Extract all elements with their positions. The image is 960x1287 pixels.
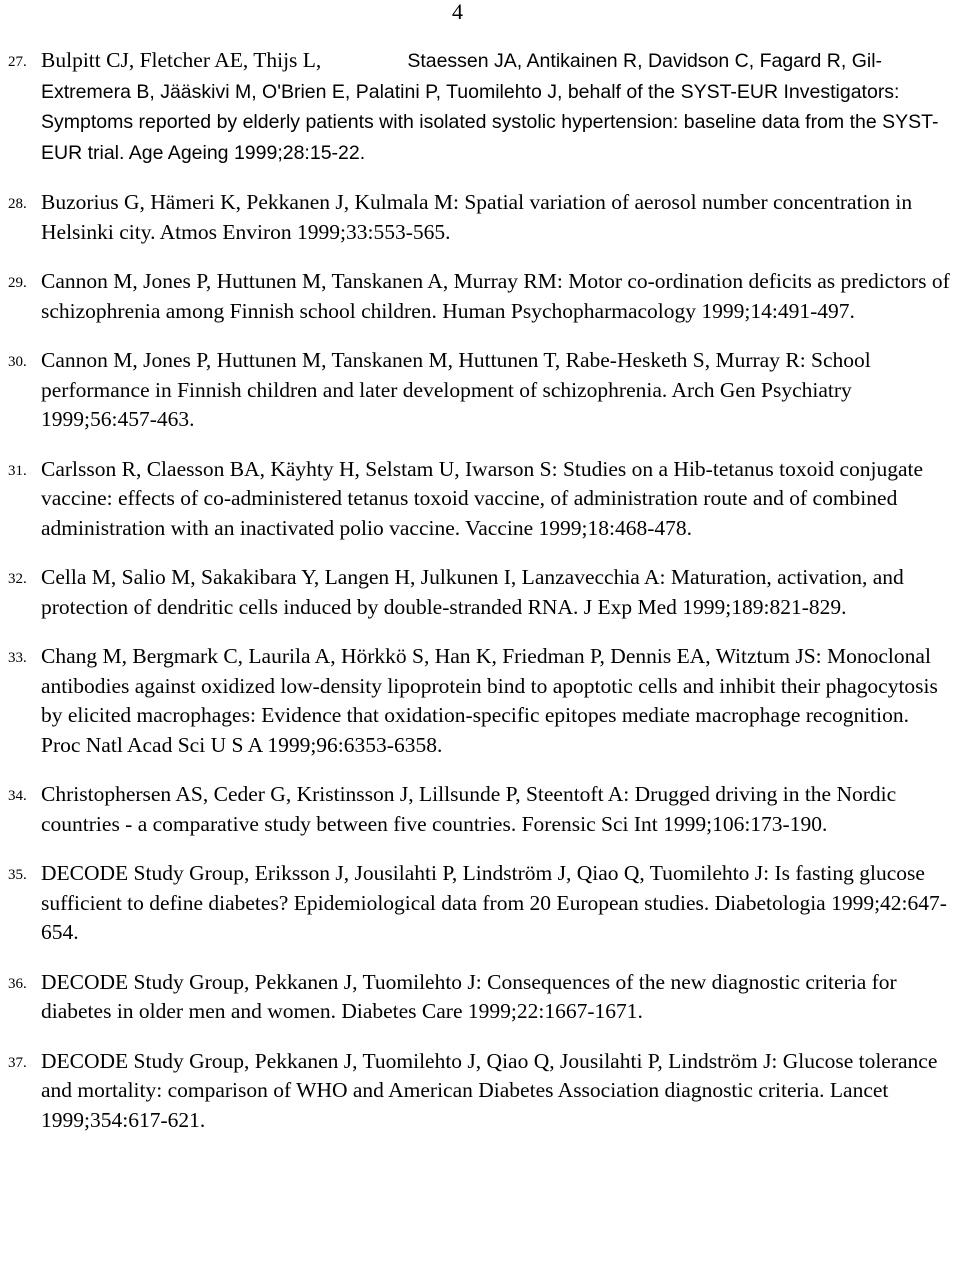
reference-text: Chang M, Bergmark C, Laurila A, Hörkkö S, Han K, Friedman P, Dennis EA, Witztum JS: Monoclonal antibodies against oxidized low-density lipoprotein bind to apoptotic cells and inhibit their phagocytosis by elicited macrophages: Evidence that oxidation-specific epitopes mediate macrophage recognition. Proc Natl Acad Sci U S A 1999;96:6353-6358. — [41, 644, 938, 757]
reference-item — [0, 188, 960, 247]
reference-text: Cannon M, Jones P, Huttunen M, Tanskanen M, Huttunen T, Rabe-Hesketh S, Murray R: School performance in Finnish children and later development of schizophrenia. Arch Gen Psychiatry 1999;56:457-463. — [41, 348, 871, 431]
reference-text-part: Staessen JA, Antikainen R, Davidson C, Fagard R, Gil-Extremera B, Jääskivi M, O'Brien E, Palatini P, Tuomilehto J, behalf of the SYST-EUR Investigators: Symptoms reported by elderly patients with isolated systolic hypertension: baseline data from the SYST-EUR trial. Age Ageing 1999;28:15-22. — [41, 50, 939, 164]
reference-text: Christophersen AS, Ceder G, Kristinsson J, Lillsunde P, Steentoft A: Drugged driving in the Nordic countries - a comparative study between five countries. Forensic Sci Int 1999;106:173-190. — [41, 782, 897, 836]
reference-number: 32. — [8, 571, 27, 587]
reference-text: Buzorius G, Hämeri K, Pekkanen J, Kulmala M: Spatial variation of aerosol number concentration in Helsinki city. Atmos Environ 1999;33:553-565. — [41, 190, 913, 244]
reference-item — [0, 642, 960, 760]
reference-text: DECODE Study Group, Eriksson J, Jousilahti P, Lindström J, Qiao Q, Tuomilehto J: Is fasting glucose sufficient to define diabetes? Epidemiological data from 20 European studies. Diabetologia 1999;42:647-654. — [41, 861, 947, 944]
reference-number: 35. — [8, 867, 27, 883]
reference-text: DECODE Study Group, Pekkanen J, Tuomilehto J, Qiao Q, Jousilahti P, Lindström J: Glucose tolerance and mortality: comparison of WHO and American Diabetes Association diagnostic criteria. Lancet 1999;354:617-621. — [41, 1048, 938, 1132]
reference-item — [0, 455, 960, 544]
reference-text: Cella M, Salio M, Sakakibara Y, Langen H, Julkunen I, Lanzavecchia A: Maturation, activation, and protection of dendritic cells induced by double-stranded RNA. J Exp Med 1999;189:821-829. — [41, 565, 904, 619]
reference-list — [0, 46, 960, 1135]
reference-number: 37. — [8, 1054, 27, 1071]
reference-item — [0, 46, 960, 168]
reference-number: 27. — [8, 54, 27, 70]
reference-number: 30. — [8, 354, 27, 370]
page-number: 4 — [452, 0, 463, 24]
reference-item — [0, 968, 960, 1027]
reference-number: 28. — [8, 196, 27, 212]
reference-item — [0, 346, 960, 435]
reference-item — [0, 267, 960, 326]
reference-number: 31. — [8, 462, 27, 479]
reference-text: Carlsson R, Claesson BA, Käyhty H, Selstam U, Iwarson S: Studies on a Hib-tetanus toxoid conjugate vaccine: effects of co-administered tetanus toxoid vaccine, of administration route and of combined administration with an inactivated polio vaccine. Vaccine 1999;18:468-478. — [41, 456, 924, 540]
reference-number: 29. — [8, 275, 27, 291]
reference-item — [0, 563, 960, 622]
reference-item — [0, 780, 960, 839]
reference-item — [0, 1047, 960, 1136]
reference-number: 33. — [8, 650, 27, 666]
reference-item — [0, 859, 960, 948]
reference-text: DECODE Study Group, Pekkanen J, Tuomilehto J: Consequences of the new diagnostic criteria for diabetes in older men and women. Diabetes Care 1999;22:1667-1671. — [41, 969, 897, 1023]
reference-number: 34. — [8, 788, 27, 804]
reference-text-part: Bulpitt CJ, Fletcher AE, Thijs L, — [41, 48, 322, 72]
reference-text: Cannon M, Jones P, Huttunen M, Tanskanen A, Murray RM: Motor co-ordination deficits as predictors of schizophrenia among Finnish school children. Human Psychopharmacology 1999;14:491-497. — [41, 269, 950, 323]
reference-number: 36. — [8, 975, 27, 992]
